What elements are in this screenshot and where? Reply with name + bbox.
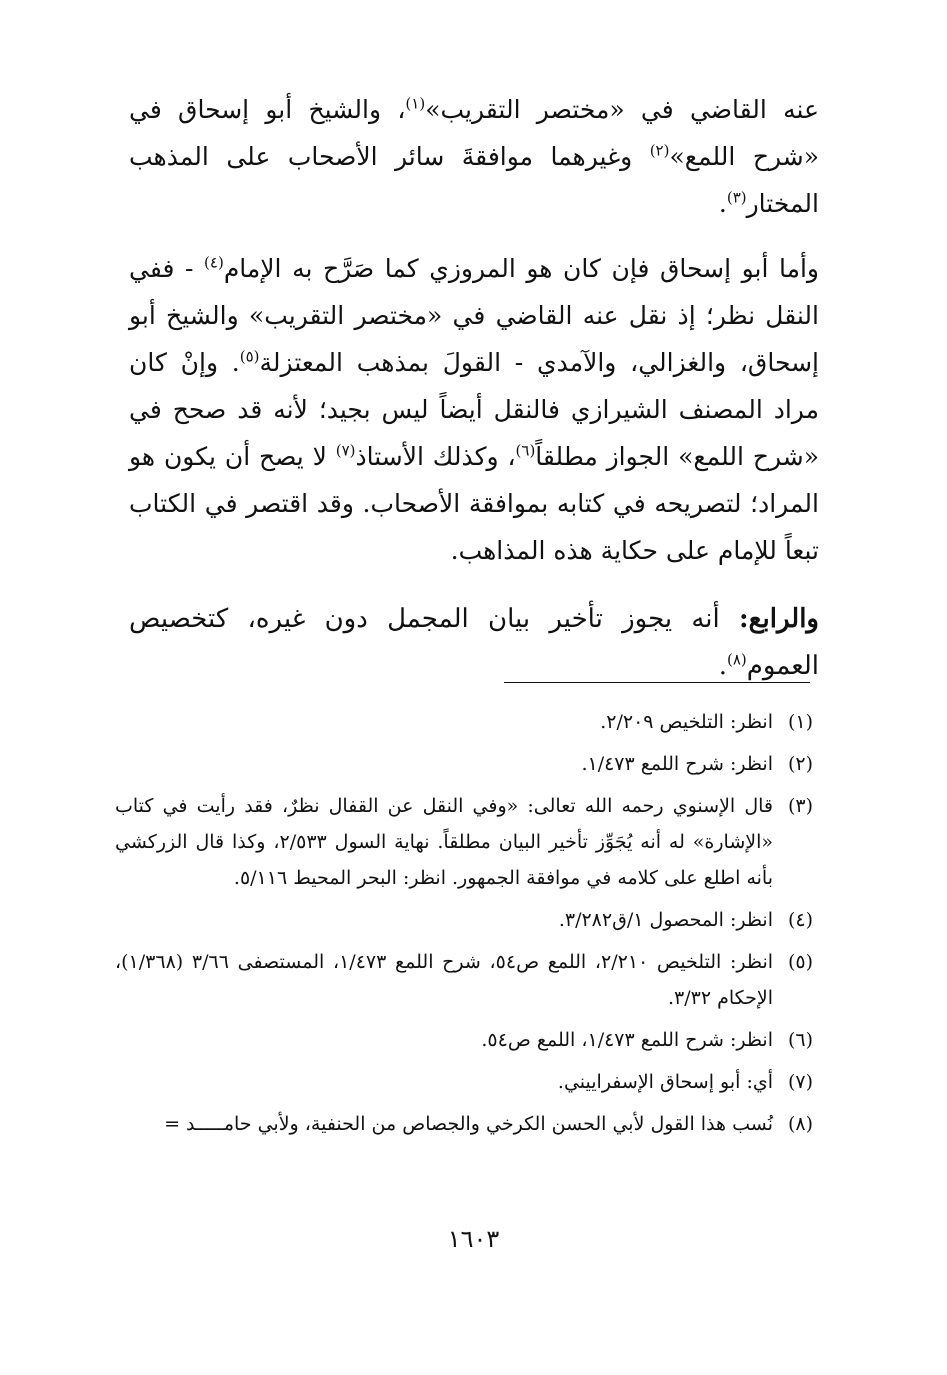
footnote-number: (٨) <box>787 1113 813 1135</box>
text-run: - ففي النقل نظر؛ إذ نقل عنه القاضي في «مختصر التقريب» والشيخ أبو إسحاق، والغزالي، والآمدي - القولَ بمذهب المعتزلة <box>129 254 819 377</box>
footnote <box>115 788 813 896</box>
footnote-number: (٦) <box>787 1029 813 1051</box>
footnote-text: أي: أبو إسحاق الإسفراييني. <box>557 1071 773 1093</box>
footnote-ref: (٨) <box>726 650 747 669</box>
text-run: وغيرهما موافقةَ سائر الأصحاب على المذهب المختار <box>129 142 819 218</box>
text-run: أنه يجوز تأخير بيان المجمل دون غيره، كتخصيص العموم <box>129 604 819 681</box>
footnote <box>115 704 813 740</box>
footnote-text: قال الإسنوي رحمه الله تعالى: «وفي النقل عن القفال نظرٌ، فقد رأيت في كتاب «الإشارة» له أنه يُجَوِّز تأخير البيان مطلقاً. نهاية السول ٢/٥٣٣، وكذا قال الزركشي بأنه اطلع على كلامه في موافقة الجمهور. انظر: البحر المحيط ٥/١١٦. <box>115 795 773 889</box>
footnote-text: انظر: المحصول ١/ق٣/٢٨٢. <box>558 909 773 931</box>
footnote-ref: (٣) <box>726 188 747 207</box>
page-number: ١٦٠٣ <box>447 1225 500 1253</box>
paragraph-2 <box>129 245 819 574</box>
footnote-number: (٤) <box>787 909 813 931</box>
text-run: ، والشيخ أبو إسحاق في «شرح اللمع» <box>129 95 819 171</box>
footnote-number: (٢) <box>787 753 813 775</box>
paragraph-3 <box>129 596 819 690</box>
text-run: . وإنْ كان مراد المصنف الشيرازي فالنقل أيضاً ليس بجيد؛ لأنه قد صحح في «شرح اللمع» الجواز مطلقاً <box>129 348 819 471</box>
footnote-ref: (١) <box>405 94 426 113</box>
footnote-ref: (٢) <box>649 141 670 160</box>
footnote-ref: (٥) <box>239 347 260 366</box>
footnote-ref: (٤) <box>204 253 224 272</box>
text-run: ، وكذلك الأستاذ <box>355 442 516 471</box>
footnotes <box>115 704 813 1148</box>
footnote-text: انظر: شرح اللمع ١/٤٧٣، اللمع ص٥٤. <box>481 1029 773 1051</box>
footnote-ref: (٧) <box>335 441 356 460</box>
footnote-text: انظر: شرح اللمع ١/٤٧٣. <box>581 753 773 775</box>
footnote <box>115 944 813 1016</box>
footnote-text: انظر: التلخيص ٢/٢٠٩. <box>600 711 773 733</box>
footnote <box>115 902 813 938</box>
section-label: والرابع: <box>739 604 819 634</box>
footnote-number: (٣) <box>787 795 813 817</box>
footnote-text: نُسب هذا القول لأبي الحسن الكرخي والجصاص من الحنفية، ولأبي حامـــــد = <box>164 1113 773 1135</box>
text-run: . <box>718 189 727 218</box>
text-run: وأما أبو إسحاق فإن كان هو المروزي كما صَرَّح به الإمام <box>223 254 819 283</box>
text-run: لا يصح أن يكون هو المراد؛ لتصريحه في كتابه بموافقة الأصحاب. وقد اقتصر في الكتاب تبعاً للإمام على حكاية هذه المذاهب. <box>129 442 819 565</box>
text-run: عنه القاضي في «مختصر التقريب» <box>425 95 819 124</box>
footnote-text: انظر: التلخيص ٢/٢١٠، اللمع ص٥٤، شرح اللمع ١/٤٧٣، المستصفى ٣/٦٦ (١/٣٦٨)، الإحكام ٣/٣٢. <box>115 951 774 1009</box>
footnote <box>115 746 813 782</box>
footnote-number: (٥) <box>787 951 813 973</box>
footnote <box>115 1106 813 1142</box>
main-text <box>129 86 819 712</box>
footnote-number: (١) <box>787 711 813 733</box>
footnote-number: (٧) <box>787 1071 813 1093</box>
footnote <box>115 1064 813 1100</box>
text-run: . <box>718 651 727 681</box>
footnote-ref: (٦) <box>515 441 536 460</box>
footnote <box>115 1022 813 1058</box>
footnote-divider <box>504 682 810 683</box>
paragraph-1 <box>129 86 819 227</box>
